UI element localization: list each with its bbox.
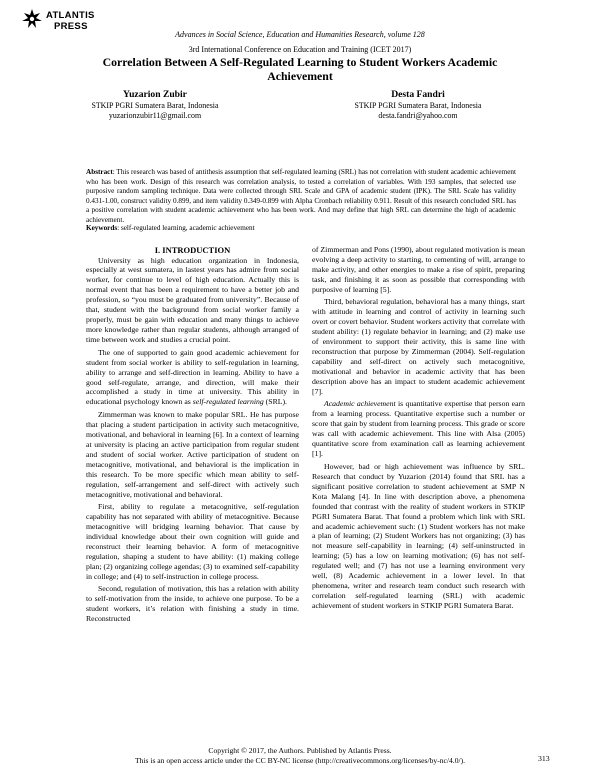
publisher-name-line1: ATLANTIS bbox=[46, 10, 95, 21]
paragraph-text: The one of supported to gain good academic achievement for student from social worker is ability to self-regulation in learning, ability to arrange and self-direction in learning. Ability to have a good self-regulate, arrange, and direction, will make their accomplished a study in time at university. This ability in educational psychology known as bbox=[86, 347, 299, 407]
paragraph: Second, regulation of motivation, this has a relation with ability to self-motivation from the inside, to achieve one purpose. To be a student workers, it’s relation with finishing a study in time. Reconstructed bbox=[86, 584, 299, 624]
author-name: Desta Fandri bbox=[391, 89, 445, 100]
paragraph: However, bad or high achievement was influence by SRL. Research that conduct by Yuzarion (2014) found that SRL has a significant positive correlation to student achievement at SMP N Kota Malang [4]. In line with description above, a phenomena founded that contrast with the reality of student workers in STKIP PGRI Sumatera Barat. That found a problem which link with SRL and academic achievement such: (1) Student workers has not make a plan of learning; (2) Student Workers has not organizing; (3) has not measure self-capability in learning; (4) self-uninstructed in learning; (5) has a low on learning motivation; (6) has not self-regulated well; and (7) has not use a learning environment very well, (8) Academic achievement in a lower level. In that phenomena, writer and research team conduct such research with correlation self-regulated learning (SRL) with academic achievement of student workers in STKIP PGRI Sumatera Barat. bbox=[312, 461, 525, 611]
author-affiliation: STKIP PGRI Sumatera Barat, Indonesia bbox=[91, 101, 219, 110]
page-number: 313 bbox=[538, 754, 550, 763]
copyright-line: Copyright © 2017, the Authors. Published by Atlantis Press. bbox=[208, 746, 392, 755]
atlantis-logo-icon bbox=[20, 8, 44, 30]
paragraph: Zimmerman was known to make popular SRL. He has purpose that placing a student participation in activity such metacognitive, motivational, and behavioral in learning [6]. In a context of learning at university is placing an active participation from regular student and student of social worker. Active participation of student on metacognitive, motivational, and behavioral is the implication in this research. To be more specific which mean ability to self-regulation, self-arrangement and self-direct with actively such metacognitive, motivational and behavioral. bbox=[86, 409, 299, 499]
term-emphasis: Academic achievement bbox=[324, 399, 396, 409]
paragraph bbox=[312, 399, 525, 459]
publisher-name-line2: PRESS bbox=[54, 21, 88, 32]
paragraph: First, ability to regulate a metacognitive, self-regulation capability has not separated with ability of metacognitive. Because metacognitive will bridging learning behavior. That cause by individual knowledge about their own cognition will guide and reconstruct their learning behavior. A form of metacognitive regulation, shaping a student to have ability: (1) making college plan; (2) organizing college agendas; (3) to examined self-capability in college; and (4) to self-instruction in college process. bbox=[86, 502, 299, 581]
journal-header: Advances in Social Science, Education and Humanities Research, volume 128 bbox=[175, 30, 425, 39]
section-heading-introduction: I. INTRODUCTION bbox=[154, 245, 231, 255]
paragraph: University as high education organization in Indonesia, especially at west sumatera, in lastest years has admire from social worker, for continue to level of high education. Actually this is normal event that has been a requirement to have a better job and profession, so “you must be graduated from university”. Because of that, student with the background from social worker family a properly, must be gain with education and many things to achieve more knowledge rather than regular students, although arranged of time between work and studies a crucial point. bbox=[86, 255, 299, 345]
license-line: This is an open access article under the CC BY-NC license (http://creativecommons.org/licenses/by-nc/4.0/). bbox=[134, 756, 466, 765]
paragraph bbox=[86, 348, 299, 408]
paragraph-text: is quantitative expertise that person earn from a learning process. Quantitative expertise such a number or score that gain by student from learning process. This grade or score was call with academic achievement. This line with Alsa (2005) quantitative score from examination call as learning achievement [1]. bbox=[312, 399, 525, 459]
abstract-label: Abstract bbox=[86, 168, 113, 176]
author-name: Yuzarion Zubir bbox=[123, 89, 187, 100]
paper-title: Correlation Between A Self-Regulated Learning to Student Workers Academic Achievement bbox=[102, 55, 498, 83]
paragraph: Third, behavioral regulation, behavioral has a many things, start with attitude in learning and control of activity in learning such overt or covert behavior. Student workers activity that correlate with student ability: (1) regulate behavior in learning; and (2) make use of environment to support their activity, this is same line with reconstruction that purpose by Zimmerman (2004). Self-regulation capability and self-direct on actively such metacognitive, motivational and behavior in academic activity that has been description above has an impact to student academic achievement [7]. bbox=[312, 297, 525, 396]
keywords bbox=[86, 224, 516, 234]
left-column bbox=[86, 245, 299, 627]
paragraph-text: (SRL). bbox=[263, 397, 287, 407]
author-block-1 bbox=[45, 89, 265, 122]
author-email: desta.fandri@yahoo.com bbox=[378, 111, 458, 121]
author-block-2 bbox=[308, 89, 528, 122]
abstract bbox=[86, 168, 516, 225]
right-column bbox=[312, 245, 525, 614]
author-affiliation: STKIP PGRI Sumatera Barat, Indonesia bbox=[354, 101, 482, 110]
conference-name: 3rd International Conference on Education and Training (ICET 2017) bbox=[188, 45, 412, 54]
paragraph-continued: of Zimmerman and Pons (1990), about regulated motivation is mean evolving a deep activity to starting, to cementing of will, arrange to make activity, and other energies to make a rise of spirit, preparing task, and finishing it as soon as possible that corresponding with purposive of learning [5]. bbox=[312, 245, 525, 294]
copyright-footer bbox=[0, 746, 600, 766]
author-email: yuzarionzubir11@gmail.com bbox=[108, 111, 202, 121]
keywords-label: Keywords bbox=[86, 224, 118, 232]
keywords-text: : self-regulated learning, academic achievement bbox=[117, 224, 255, 232]
abstract-text: : This research was based of antithesis assumption that self-regulated learning (SRL) has not correlation with student academic achievement who has been work. Design of this research was correlation analysis, to tested a correlation of variables. With 193 samples, that selected use purposive random sampling technique. Data were collected through SRL Scale and GPA of academic student (IPK). The SRL Scale has validity 0.431-1.00, construct validity 0.899, and item validity 0.349-0.899 with Alpha Cronbach reliability 0.911. Result of this research concluded SRL has a positive correlation with student academic achievement who has been work. And may define that high SRL can determine the high of academic achievement. bbox=[86, 168, 516, 224]
term-emphasis: self-regulated learning bbox=[192, 397, 264, 407]
